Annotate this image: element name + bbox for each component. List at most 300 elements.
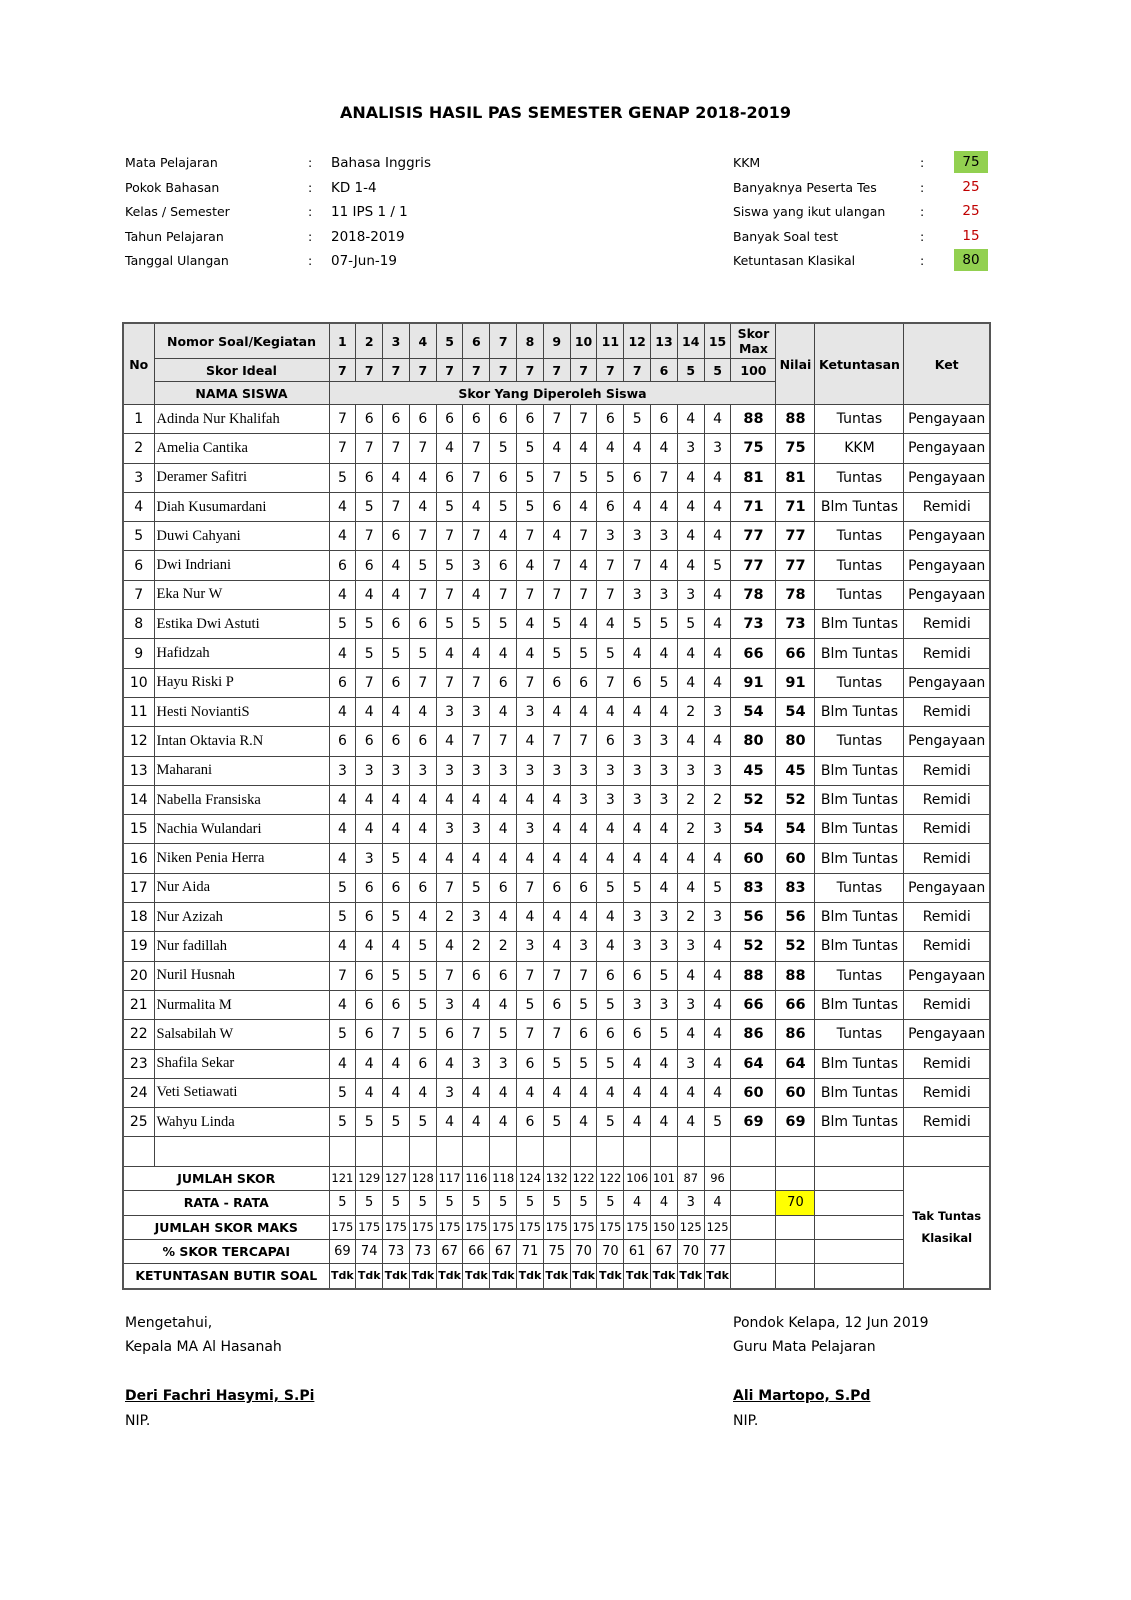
- summary-value: 5: [463, 1191, 490, 1215]
- footer-left: [125, 1315, 314, 1429]
- header-question-number: 10: [570, 323, 597, 359]
- question-score: 4: [543, 903, 570, 932]
- question-score: 6: [490, 873, 517, 902]
- question-score: 4: [597, 815, 624, 844]
- summary-value: 175: [543, 1215, 570, 1239]
- question-score: 5: [597, 1108, 624, 1137]
- student-ketuntasan: Tuntas: [815, 580, 904, 609]
- summary-empty: [731, 1215, 776, 1239]
- question-score: 3: [490, 1049, 517, 1078]
- question-score: 7: [570, 727, 597, 756]
- question-score: 2: [704, 785, 731, 814]
- info-value: 15: [962, 227, 980, 244]
- summary-row: [123, 1239, 990, 1263]
- ideal-score: 7: [356, 359, 383, 382]
- student-no: 13: [123, 756, 154, 785]
- question-score: 4: [329, 639, 356, 668]
- question-score: 4: [517, 551, 544, 580]
- summary-value: 175: [329, 1215, 356, 1239]
- question-score: 3: [463, 551, 490, 580]
- question-score: 4: [356, 1049, 383, 1078]
- table-row: [123, 844, 990, 873]
- question-score: 3: [517, 815, 544, 844]
- student-no: 16: [123, 844, 154, 873]
- student-no: 12: [123, 727, 154, 756]
- question-score: 4: [704, 727, 731, 756]
- student-ketuntasan: Blm Tuntas: [815, 1078, 904, 1107]
- student-name: Nuril Husnah: [154, 961, 329, 990]
- question-score: 3: [570, 932, 597, 961]
- student-ket: Pengayaan: [904, 1020, 990, 1049]
- empty-cell: [543, 1137, 570, 1166]
- question-score: 3: [383, 756, 410, 785]
- question-score: 4: [383, 697, 410, 726]
- student-ket: Pengayaan: [904, 551, 990, 580]
- summary-row: [123, 1191, 990, 1215]
- student-ketuntasan: Blm Tuntas: [815, 697, 904, 726]
- student-total: 80: [731, 727, 776, 756]
- question-score: 4: [463, 1108, 490, 1137]
- student-ket: Remidi: [904, 639, 990, 668]
- question-score: 2: [677, 903, 704, 932]
- student-ket: Remidi: [904, 1108, 990, 1137]
- header-row-questions: [123, 323, 990, 359]
- summary-empty: [776, 1239, 815, 1263]
- summary-value: 125: [677, 1215, 704, 1239]
- student-no: 11: [123, 697, 154, 726]
- question-score: 4: [704, 668, 731, 697]
- question-score: 7: [570, 405, 597, 434]
- summary-empty: [776, 1264, 815, 1289]
- question-score: 3: [651, 580, 678, 609]
- question-score: 7: [543, 551, 570, 580]
- question-score: 4: [677, 1108, 704, 1137]
- info-value: 75: [954, 151, 988, 173]
- student-total: 69: [731, 1108, 776, 1137]
- question-score: 3: [704, 903, 731, 932]
- question-score: 3: [651, 932, 678, 961]
- question-score: 5: [490, 492, 517, 521]
- question-score: 4: [704, 932, 731, 961]
- question-score: 4: [624, 815, 651, 844]
- question-score: 5: [409, 639, 436, 668]
- summary-value: 5: [383, 1191, 410, 1215]
- info-row: [125, 180, 385, 204]
- question-score: 4: [329, 844, 356, 873]
- table-row: [123, 463, 990, 492]
- info-colon: :: [308, 253, 313, 268]
- question-score: 7: [517, 668, 544, 697]
- question-score: 4: [409, 1078, 436, 1107]
- empty-cell: [597, 1137, 624, 1166]
- summary-value: 175: [624, 1215, 651, 1239]
- header-skor-diperoleh: Skor Yang Diperoleh Siswa: [329, 382, 776, 405]
- question-score: 2: [677, 785, 704, 814]
- question-score: 4: [517, 1078, 544, 1107]
- summary-value: Tdk: [356, 1264, 383, 1289]
- question-score: 5: [704, 551, 731, 580]
- question-score: 7: [356, 668, 383, 697]
- info-label: Siswa yang ikut ulangan: [733, 204, 886, 219]
- ideal-score: 7: [570, 359, 597, 382]
- question-score: 6: [624, 1020, 651, 1049]
- question-score: 5: [329, 1020, 356, 1049]
- question-score: 6: [517, 405, 544, 434]
- summary-value: 116: [463, 1166, 490, 1190]
- question-score: 7: [570, 522, 597, 551]
- ideal-score: 7: [463, 359, 490, 382]
- student-total: 86: [731, 1020, 776, 1049]
- teacher-name: Ali Martopo, S.Pd: [733, 1388, 871, 1404]
- table-row: [123, 580, 990, 609]
- empty-cell: [776, 1137, 815, 1166]
- summary-value: 5: [356, 1191, 383, 1215]
- ideal-score: 7: [517, 359, 544, 382]
- question-score: 4: [651, 551, 678, 580]
- question-score: 3: [624, 727, 651, 756]
- question-score: 6: [490, 551, 517, 580]
- question-score: 4: [356, 697, 383, 726]
- question-score: 5: [356, 492, 383, 521]
- summary-value: 69: [329, 1239, 356, 1263]
- question-score: 4: [436, 727, 463, 756]
- student-name: Dwi Indriani: [154, 551, 329, 580]
- question-score: 3: [517, 697, 544, 726]
- question-score: 6: [543, 492, 570, 521]
- student-no: 23: [123, 1049, 154, 1078]
- summary-value: 5: [436, 1191, 463, 1215]
- summary-value: 96: [704, 1166, 731, 1190]
- student-name: Veti Setiawati: [154, 1078, 329, 1107]
- question-score: 5: [383, 903, 410, 932]
- info-row: [125, 253, 397, 277]
- student-ketuntasan: Blm Tuntas: [815, 1049, 904, 1078]
- summary-value: 175: [409, 1215, 436, 1239]
- student-ket: Pengayaan: [904, 727, 990, 756]
- table-row: [123, 639, 990, 668]
- question-score: 4: [490, 522, 517, 551]
- question-score: 5: [677, 610, 704, 639]
- question-score: 3: [463, 903, 490, 932]
- question-score: 5: [570, 639, 597, 668]
- summary-value: 117: [436, 1166, 463, 1190]
- summary-value: 106: [624, 1166, 651, 1190]
- question-score: 7: [651, 463, 678, 492]
- question-score: 4: [356, 1078, 383, 1107]
- summary-value: 5: [570, 1191, 597, 1215]
- question-score: 6: [436, 463, 463, 492]
- question-score: 5: [597, 639, 624, 668]
- student-total: 66: [731, 990, 776, 1019]
- question-score: 6: [570, 1020, 597, 1049]
- student-name: Maharani: [154, 756, 329, 785]
- student-nilai: 60: [776, 1078, 815, 1107]
- summary-value: 175: [436, 1215, 463, 1239]
- question-score: 4: [383, 1049, 410, 1078]
- student-ket: Remidi: [904, 610, 990, 639]
- student-ket: Remidi: [904, 844, 990, 873]
- question-score: 6: [570, 873, 597, 902]
- question-score: 5: [329, 463, 356, 492]
- question-score: 4: [463, 990, 490, 1019]
- question-score: 4: [651, 492, 678, 521]
- empty-cell: [704, 1137, 731, 1166]
- question-score: 6: [651, 405, 678, 434]
- question-score: 7: [597, 668, 624, 697]
- question-score: 6: [409, 727, 436, 756]
- question-score: 5: [597, 873, 624, 902]
- question-score: 4: [490, 1108, 517, 1137]
- info-colon: :: [920, 155, 925, 170]
- question-score: 4: [597, 697, 624, 726]
- question-score: 6: [356, 873, 383, 902]
- question-score: 4: [597, 932, 624, 961]
- question-score: 5: [570, 463, 597, 492]
- question-score: 5: [383, 639, 410, 668]
- question-score: 6: [383, 668, 410, 697]
- student-ket: Pengayaan: [904, 434, 990, 463]
- question-score: 5: [543, 610, 570, 639]
- question-score: 4: [383, 785, 410, 814]
- question-score: 7: [436, 873, 463, 902]
- student-total: 52: [731, 932, 776, 961]
- question-score: 3: [624, 785, 651, 814]
- table-row: [123, 961, 990, 990]
- question-score: 3: [517, 756, 544, 785]
- student-name: Nurmalita M: [154, 990, 329, 1019]
- question-score: 6: [356, 727, 383, 756]
- ideal-score: 6: [651, 359, 678, 382]
- question-score: 4: [356, 815, 383, 844]
- empty-cell: [436, 1137, 463, 1166]
- ideal-total: 100: [731, 359, 776, 382]
- table-row: [123, 932, 990, 961]
- question-score: 7: [517, 961, 544, 990]
- student-total: 88: [731, 405, 776, 434]
- question-score: 6: [597, 405, 624, 434]
- question-score: 4: [677, 522, 704, 551]
- question-score: 2: [463, 932, 490, 961]
- question-score: 6: [329, 727, 356, 756]
- summary-value: 175: [490, 1215, 517, 1239]
- question-score: 5: [436, 492, 463, 521]
- question-score: 4: [677, 844, 704, 873]
- question-score: 5: [651, 668, 678, 697]
- question-score: 6: [597, 492, 624, 521]
- question-score: 4: [463, 580, 490, 609]
- student-no: 17: [123, 873, 154, 902]
- header-question-number: 9: [543, 323, 570, 359]
- table-row: [123, 697, 990, 726]
- summary-value: Tdk: [463, 1264, 490, 1289]
- ideal-score: 7: [436, 359, 463, 382]
- info-value: 07-Jun-19: [331, 253, 397, 269]
- student-ket: Remidi: [904, 1049, 990, 1078]
- question-score: 4: [624, 1049, 651, 1078]
- principal-name: Deri Fachri Hasymi, S.Pi: [125, 1388, 315, 1404]
- question-score: 3: [329, 756, 356, 785]
- question-score: 4: [570, 610, 597, 639]
- question-score: 4: [490, 815, 517, 844]
- student-name: Intan Oktavia R.N: [154, 727, 329, 756]
- question-score: 6: [383, 990, 410, 1019]
- question-score: 3: [490, 756, 517, 785]
- question-score: 4: [570, 434, 597, 463]
- student-no: 8: [123, 610, 154, 639]
- summary-value: Tdk: [651, 1264, 678, 1289]
- question-score: 3: [651, 785, 678, 814]
- header-question-number: 12: [624, 323, 651, 359]
- question-score: 6: [570, 668, 597, 697]
- summary-value: 4: [651, 1191, 678, 1215]
- question-score: 7: [570, 961, 597, 990]
- question-score: 5: [409, 1108, 436, 1137]
- summary-value: 75: [543, 1239, 570, 1263]
- question-score: 4: [704, 405, 731, 434]
- header-question-number: 7: [490, 323, 517, 359]
- header-nama-siswa: NAMA SISWA: [154, 382, 329, 405]
- question-score: 5: [329, 610, 356, 639]
- question-score: 4: [570, 492, 597, 521]
- summary-value: 5: [409, 1191, 436, 1215]
- question-score: 4: [490, 697, 517, 726]
- summary-value: Tdk: [677, 1264, 704, 1289]
- question-score: 4: [490, 1078, 517, 1107]
- question-score: 4: [356, 932, 383, 961]
- summary-empty: [731, 1191, 776, 1215]
- document-title: ANALISIS HASIL PAS SEMESTER GENAP 2018-2019: [339, 103, 792, 122]
- student-nilai: 77: [776, 551, 815, 580]
- question-score: 6: [490, 405, 517, 434]
- question-score: 6: [543, 668, 570, 697]
- student-ketuntasan: Tuntas: [815, 551, 904, 580]
- student-nilai: 45: [776, 756, 815, 785]
- summary-value: 74: [356, 1239, 383, 1263]
- empty-cell: [570, 1137, 597, 1166]
- student-name: Wahyu Linda: [154, 1108, 329, 1137]
- question-score: 4: [383, 932, 410, 961]
- summary-value: 175: [517, 1215, 544, 1239]
- student-ketuntasan: Blm Tuntas: [815, 990, 904, 1019]
- teacher-title: Guru Mata Pelajaran: [733, 1339, 876, 1355]
- summary-value: 3: [677, 1191, 704, 1215]
- student-ket: Remidi: [904, 697, 990, 726]
- student-ket: Pengayaan: [904, 522, 990, 551]
- question-score: 3: [677, 990, 704, 1019]
- student-name: Duwi Cahyani: [154, 522, 329, 551]
- question-score: 7: [356, 434, 383, 463]
- average-nilai: 70: [776, 1191, 815, 1215]
- student-ketuntasan: Blm Tuntas: [815, 639, 904, 668]
- question-score: 4: [517, 844, 544, 873]
- info-label: Banyak Soal test: [733, 228, 839, 244]
- question-score: 7: [329, 434, 356, 463]
- question-score: 3: [436, 697, 463, 726]
- question-score: 5: [409, 932, 436, 961]
- student-total: 77: [731, 522, 776, 551]
- question-score: 6: [356, 1020, 383, 1049]
- question-score: 7: [383, 434, 410, 463]
- question-score: 3: [704, 756, 731, 785]
- summary-value: Tdk: [704, 1264, 731, 1289]
- question-score: 4: [409, 815, 436, 844]
- question-score: 5: [517, 990, 544, 1019]
- summary-value: 73: [383, 1239, 410, 1263]
- summary-value: 122: [570, 1166, 597, 1190]
- student-name: Niken Penia Herra: [154, 844, 329, 873]
- info-value: 2018-2019: [331, 228, 405, 245]
- question-score: 5: [409, 961, 436, 990]
- summary-value: 5: [329, 1191, 356, 1215]
- question-score: 4: [570, 844, 597, 873]
- empty-cell: [356, 1137, 383, 1166]
- student-ketuntasan: Tuntas: [815, 873, 904, 902]
- question-score: 4: [436, 932, 463, 961]
- question-score: 3: [436, 815, 463, 844]
- question-score: 3: [704, 697, 731, 726]
- empty-cell: [154, 1137, 329, 1166]
- student-nilai: 56: [776, 903, 815, 932]
- student-name: Nur Aida: [154, 873, 329, 902]
- question-score: 6: [463, 961, 490, 990]
- student-ket: Remidi: [904, 492, 990, 521]
- question-score: 7: [463, 522, 490, 551]
- question-score: 5: [517, 492, 544, 521]
- question-score: 5: [597, 990, 624, 1019]
- student-name: Estika Dwi Astuti: [154, 610, 329, 639]
- question-score: 4: [624, 639, 651, 668]
- question-score: 6: [597, 1020, 624, 1049]
- empty-cell: [624, 1137, 651, 1166]
- question-score: 4: [677, 639, 704, 668]
- question-score: 4: [356, 785, 383, 814]
- student-no: 5: [123, 522, 154, 551]
- student-name: Nur fadillah: [154, 932, 329, 961]
- summary-value: 129: [356, 1166, 383, 1190]
- empty-cell: [677, 1137, 704, 1166]
- question-score: 2: [436, 903, 463, 932]
- header-ketuntasan: Ketuntasan: [815, 323, 904, 405]
- info-value: 25: [962, 203, 980, 219]
- summary-value: Tdk: [436, 1264, 463, 1289]
- student-no: 4: [123, 492, 154, 521]
- question-score: 4: [543, 785, 570, 814]
- question-score: 4: [624, 492, 651, 521]
- question-score: 4: [597, 610, 624, 639]
- question-score: 7: [543, 727, 570, 756]
- question-score: 3: [704, 815, 731, 844]
- question-score: 3: [624, 756, 651, 785]
- question-score: 3: [624, 580, 651, 609]
- summary-empty: [731, 1264, 776, 1289]
- summary-value: 67: [490, 1239, 517, 1263]
- summary-value: Tdk: [329, 1264, 356, 1289]
- student-name: Salsabilah W: [154, 1020, 329, 1049]
- question-score: 4: [651, 697, 678, 726]
- question-score: 6: [490, 463, 517, 492]
- summary-value: Tdk: [624, 1264, 651, 1289]
- question-score: 2: [677, 815, 704, 844]
- info-colon: :: [308, 155, 313, 170]
- question-score: 6: [356, 551, 383, 580]
- table-row: [123, 610, 990, 639]
- student-no: 22: [123, 1020, 154, 1049]
- summary-value: Tdk: [490, 1264, 517, 1289]
- question-score: 5: [704, 1108, 731, 1137]
- summary-value: 175: [383, 1215, 410, 1239]
- question-score: 4: [517, 903, 544, 932]
- question-score: 5: [543, 1049, 570, 1078]
